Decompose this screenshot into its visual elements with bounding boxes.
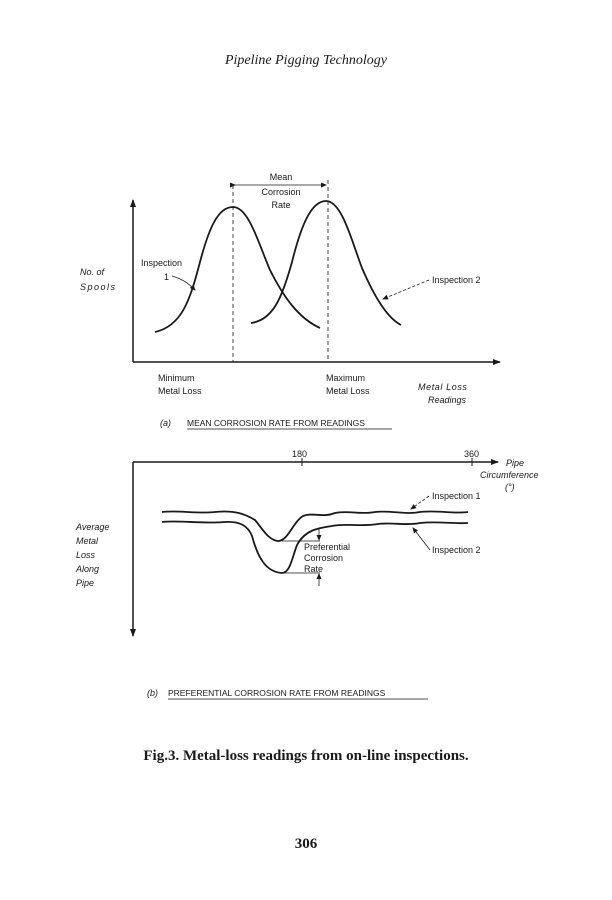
inspection-1-readings-label: Inspection 1 (432, 491, 481, 501)
preferential-rate-label: Corrosion (304, 553, 344, 563)
minimum-metal-loss-label: Minimum (158, 373, 195, 383)
minimum-metal-loss-label: Metal Loss (158, 386, 202, 396)
maximum-metal-loss-label: Metal Loss (326, 386, 370, 396)
panel-b-y-label: Loss (76, 550, 96, 560)
panel-b (75, 449, 539, 699)
inspection-1-curve (155, 207, 320, 332)
panel-b-caption-prefix: (b) (147, 688, 158, 698)
panel-a-caption: MEAN CORROSION RATE FROM READINGS (187, 418, 365, 428)
panel-b-y-label: Average (76, 522, 110, 532)
panel-b-y-label: Metal (76, 536, 99, 546)
inspection-1-readings (162, 511, 468, 541)
tick-180-label: 180 (292, 449, 308, 459)
panel-b-y-label: Along (76, 564, 100, 574)
preferential-rate-label: Preferential (304, 542, 351, 552)
panel-b-x-label: Pipe (506, 458, 525, 468)
panel-b-y-label: Pipe (76, 578, 95, 588)
panel-a-x-label: Metal Loss (418, 382, 468, 392)
figure-caption: Fig.3. Metal-loss readings from on-line inspections. (143, 748, 469, 764)
panel-a-y-label: Spools (80, 282, 117, 292)
panel-b-caption: PREFERENTIAL CORROSION RATE FROM READINGS (168, 688, 386, 698)
inspection-2-readings-leader (413, 528, 430, 550)
preferential-rate-label: Rate (304, 564, 324, 574)
running-header: Pipeline Pigging Technology (224, 53, 387, 68)
panel-a-caption-prefix: (a) (160, 418, 171, 428)
inspection-2-label: Inspection 2 (432, 275, 481, 285)
inspection-2-readings-label: Inspection 2 (432, 545, 481, 555)
inspection-1-readings-leader (411, 496, 429, 509)
panel-b-x-label: (°) (505, 482, 515, 492)
inspection-2-leader (383, 280, 429, 299)
maximum-metal-loss-label: Maximum (326, 373, 366, 383)
inspection-2-curve (251, 201, 401, 325)
panel-a-x-label: Readings (428, 395, 467, 405)
inspection-1-label: Inspection (141, 258, 183, 268)
panel-b-x-label: Circumference (480, 470, 539, 480)
mean-rate-label: Corrosion (261, 187, 301, 197)
inspection-1-label: 1 (164, 272, 170, 282)
mean-rate-label: Rate (271, 200, 291, 210)
page-number: 306 (294, 836, 318, 852)
tick-360-label: 360 (464, 449, 480, 459)
mean-rate-label: Mean (269, 172, 293, 182)
panel-a-y-label: No. of (80, 267, 105, 277)
panel-a (80, 172, 500, 429)
